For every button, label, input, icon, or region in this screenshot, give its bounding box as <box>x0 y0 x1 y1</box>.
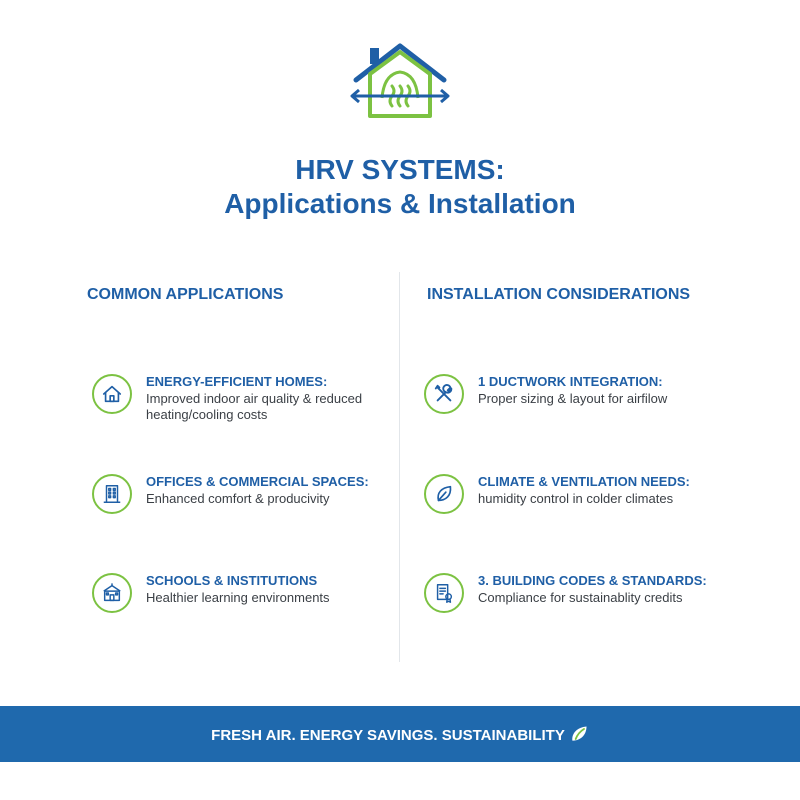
column-divider <box>399 272 400 662</box>
item-title: CLIMATE & VENTILATION NEEDS: <box>478 474 690 489</box>
item-description: humidity control in colder climates <box>478 491 674 506</box>
footer-tagline: FRESH AIR. ENERGY SAVINGS. SUSTAINABILITY <box>211 727 565 744</box>
house-icon <box>101 383 123 405</box>
certificate-icon <box>433 582 455 604</box>
page-subtitle: Applications & Installation <box>224 188 576 219</box>
item-description: Healthier learning environments <box>146 590 330 605</box>
item-title: ENERGY-EFFICIENT HOMES: <box>146 374 328 389</box>
school-icon <box>101 582 123 604</box>
item-title: 3. BUILDING CODES & STANDARDS: <box>478 573 707 588</box>
footer-tagline-row <box>0 724 800 746</box>
item-description: Enhanced comfort & producivity <box>146 491 330 506</box>
item-description: Proper sizing & layout for airfilow <box>478 391 668 406</box>
common-applications-heading: COMMON APPLICATIONS <box>87 286 284 303</box>
item-title: 1 DUCTWORK INTEGRATION: <box>478 374 663 389</box>
office-building-icon <box>101 483 123 505</box>
item-title: SCHOOLS & INSTITUTIONS <box>146 573 318 588</box>
house-airflow-icon <box>348 40 452 124</box>
page-title: HRV SYSTEMS: <box>295 154 505 185</box>
item-description: Compliance for sustainablity credits <box>478 590 683 605</box>
item-title: OFFICES & COMMERCIAL SPACES: <box>146 474 369 489</box>
item-description: Improved indoor air quality & reduced heating/cooling costs <box>146 391 363 422</box>
leaf-icon <box>433 483 455 505</box>
leaf-icon <box>569 724 589 744</box>
tools-icon <box>433 383 455 405</box>
footer-banner <box>0 706 800 762</box>
installation-considerations-heading: INSTALLATION CONSIDERATIONS <box>427 286 691 303</box>
